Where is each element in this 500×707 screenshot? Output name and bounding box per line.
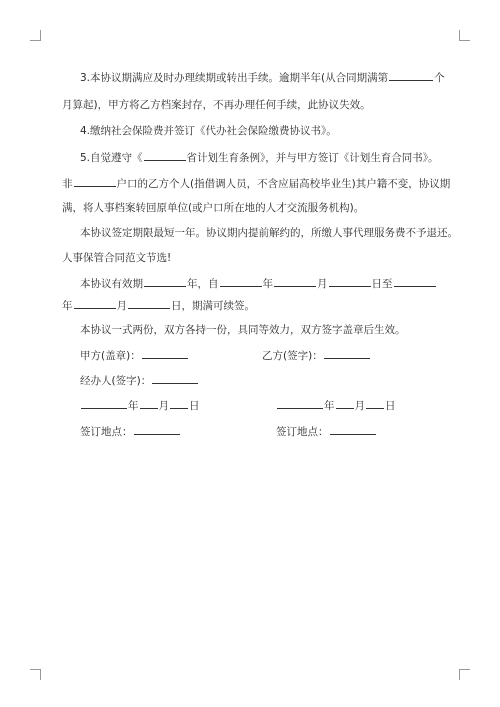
party-a-label: 甲方(盖章)： [80,350,141,362]
party-a-date-year-blank [81,398,127,409]
crop-mark-bottom-right [459,669,470,680]
party-a-place-blank [134,424,180,435]
blank-province [144,150,186,161]
party-a-date [80,398,200,413]
blank-end-year-prefix [394,276,436,287]
clause-5-text-d: 户口的乙方个人(指借调人员，不含应届高校毕业生)其户籍不变，协议期 [116,178,451,190]
party-b-date-day-blank [366,398,384,409]
validity-year: 年 [262,278,273,290]
party-b-date [276,398,396,413]
clause-4 [80,124,337,138]
blank-end-day [128,298,170,309]
validity-month: 月 [317,278,328,290]
party-a-place [80,424,181,439]
party-b-label: 乙方(签字)： [262,350,323,362]
party-b-blank [324,348,370,359]
clause-5-text-a: 5.自觉遵守《 [80,152,143,164]
blank-start-month [274,276,316,287]
validity-line-2 [62,298,255,313]
party-a-place-label: 签订地点： [80,426,133,438]
validity-end-year: 年 [62,300,73,312]
party-b-date-day: 日 [385,400,396,412]
crop-mark-top-left [30,30,41,41]
validity-end-text: 日，期满可续签。 [171,300,255,312]
party-a-date-month: 月 [158,400,169,412]
clause-3-text-2: 月算起)，甲方将乙方档案封存，不再办理任何手续，此协议失效。 [62,99,371,111]
blank-end-month [74,298,116,309]
validity-end-month: 月 [116,300,127,312]
clause-5-text-b: 省计划生育条例》，并与甲方签订《计划生育合同书》。 [186,152,439,164]
blank-start-year [220,276,262,287]
validity-text-b: 年，自 [187,278,219,290]
party-a-signature [80,348,189,363]
party-b-signature [262,348,371,363]
handler-blank [152,373,198,384]
clause-3-text: 3.本协议期满应及时办理续期或转出手续。逾期半年(从合同期满第 [80,72,389,84]
handler-signature [80,373,199,388]
party-b-date-year-blank [277,398,323,409]
excerpt-note: 人事保管合同范文节选! [62,252,172,264]
party-b-place [276,424,377,439]
blank-years [144,276,186,287]
blank-hukou [74,176,116,187]
clause-3-line-1 [80,70,445,85]
crop-mark-bottom-left [30,669,41,680]
clause-3-unit: 个 [434,72,445,84]
blank-start-day [329,276,371,287]
clause-5-text-e: 满，将人事档案转回原单位(或户口所在地的人才交流服务机构)。 [62,202,365,214]
party-b-place-blank [330,424,376,435]
validity-to: 日至 [371,278,393,290]
clause-5-text-c: 非 [62,178,73,190]
party-a-date-day-blank [170,398,188,409]
party-a-blank [142,348,188,359]
clause-4-text: 4.缴纳社会保险费并签订《代办社会保险缴费协议书》。 [80,125,337,137]
clause-3-line-2 [62,98,371,112]
blank-months [389,70,433,81]
term-clause-text: 本协议签定期限最短一年。协议期内提前解约的，所缴人事代理服务费不予退还。 [80,227,458,239]
clause-5-line-3 [62,201,364,215]
validity-line-1 [80,276,437,291]
copies-clause-text: 本协议一式两份，双方各持一份，具同等效力，双方签字盖章后生效。 [80,324,406,336]
copies-clause [80,323,406,337]
party-a-date-month-blank [140,398,158,409]
clause-5-line-2 [62,176,450,191]
party-a-date-day: 日 [189,400,200,412]
party-b-date-month-blank [336,398,354,409]
term-clause-line-2 [62,251,171,265]
crop-mark-top-right [459,30,470,41]
term-clause-line-1 [80,226,458,240]
clause-5-line-1 [80,150,439,165]
validity-label: 本协议有效期 [80,278,143,290]
handler-label: 经办人(签字)： [80,375,152,387]
party-b-place-label: 签订地点： [276,426,329,438]
party-b-date-year: 年 [324,400,335,412]
party-b-date-month: 月 [354,400,365,412]
party-a-date-year: 年 [128,400,139,412]
